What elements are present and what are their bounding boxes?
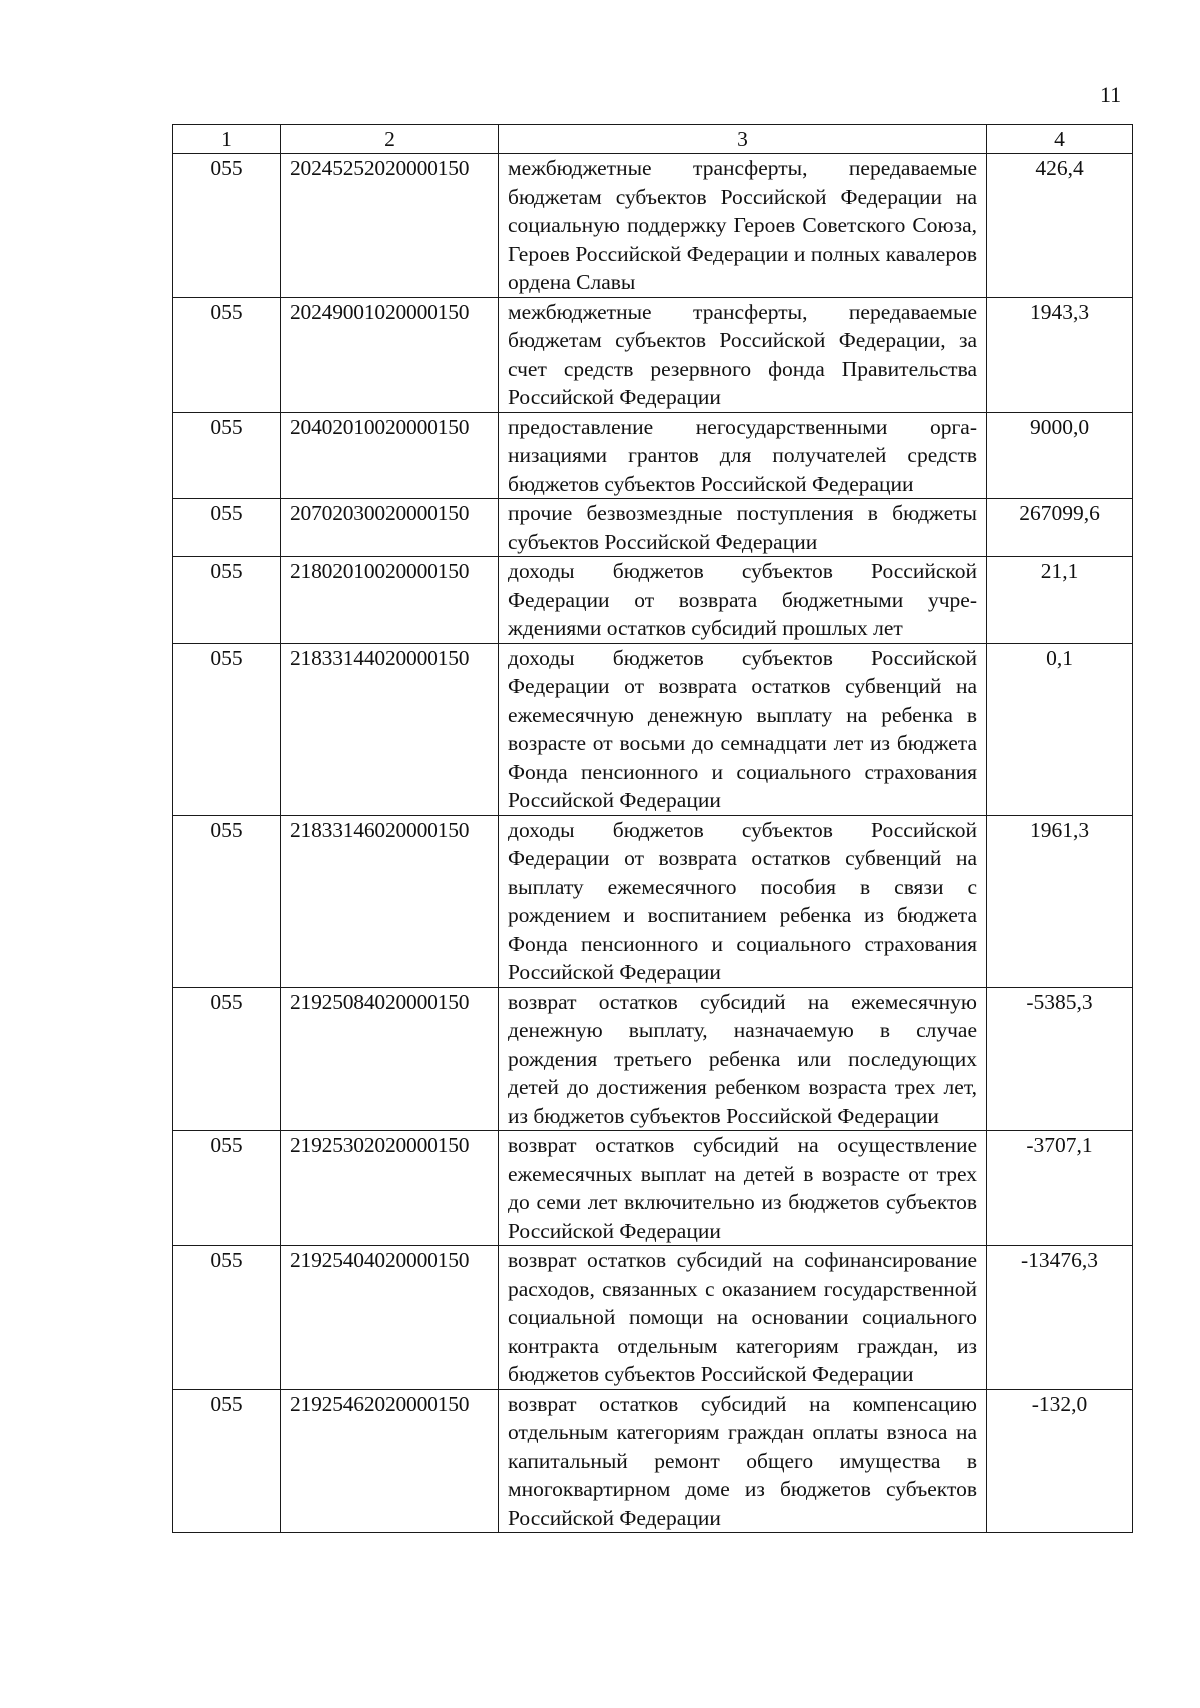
table-row xyxy=(173,297,1133,412)
column-header-2: 2 xyxy=(281,125,499,154)
revenue-name-cell: межбюджетные трансферты, передаваемые бюджетам субъектов Российской Федерации, за счет средств резервного фонда Правительства Российской Федерации xyxy=(499,297,987,412)
revenue-code-cell: 21833146020000150 xyxy=(281,815,499,987)
admin-code-cell: 055 xyxy=(173,154,281,298)
revenue-name-cell: возврат остатков субсидий на софинансирование расходов, связанных с оказанием государственной социальной помощи на основании социального контракта отдельным категориям граждан, из бюджетов субъектов Российской Федерации xyxy=(499,1246,987,1390)
table-row xyxy=(173,987,1133,1131)
revenue-code-cell: 21925302020000150 xyxy=(281,1131,499,1246)
amount-cell: -3707,1 xyxy=(987,1131,1133,1246)
revenue-name-cell: прочие безвозмездные поступления в бюджеты субъектов Российской Федерации xyxy=(499,499,987,557)
revenue-code-cell: 21925462020000150 xyxy=(281,1389,499,1533)
table-row xyxy=(173,412,1133,499)
amount-cell: 9000,0 xyxy=(987,412,1133,499)
admin-code-cell: 055 xyxy=(173,1131,281,1246)
table-row xyxy=(173,499,1133,557)
admin-code-cell: 055 xyxy=(173,643,281,815)
table-header xyxy=(173,125,1133,154)
amount-cell: 21,1 xyxy=(987,557,1133,644)
revenue-code-cell: 20245252020000150 xyxy=(281,154,499,298)
admin-code-cell: 055 xyxy=(173,557,281,644)
revenue-name-cell: доходы бюджетов субъектов Российской Федерации от возврата бюджетными учреждениями остатков субсидий прошлых лет xyxy=(499,557,987,644)
table-row xyxy=(173,643,1133,815)
header-row xyxy=(173,125,1133,154)
amount-cell: 1961,3 xyxy=(987,815,1133,987)
revenue-name-cell: доходы бюджетов субъектов Российской Федерации от возврата остатков субвенций на ежемесячную денежную выплату на ребенка в возрасте от восьми до семнадцати лет из бюджета Фонда пенсионного и социального страхования Российской Федерации xyxy=(499,643,987,815)
budget-revenue-table xyxy=(172,124,1133,1533)
admin-code-cell: 055 xyxy=(173,297,281,412)
table-row xyxy=(173,815,1133,987)
admin-code-cell: 055 xyxy=(173,1246,281,1390)
table-body xyxy=(173,154,1133,1533)
column-header-1: 1 xyxy=(173,125,281,154)
admin-code-cell: 055 xyxy=(173,815,281,987)
table-row xyxy=(173,1389,1133,1533)
amount-cell: 0,1 xyxy=(987,643,1133,815)
admin-code-cell: 055 xyxy=(173,499,281,557)
revenue-code-cell: 21925404020000150 xyxy=(281,1246,499,1390)
revenue-code-cell: 20402010020000150 xyxy=(281,412,499,499)
revenue-code-cell: 21802010020000150 xyxy=(281,557,499,644)
amount-cell: 1943,3 xyxy=(987,297,1133,412)
revenue-name-cell: межбюджетные трансферты, передаваемые бюджетам субъектов Российской Федерации на социальную поддержку Героев Советского Союза, Героев Российской Федерации и полных кавалеров ордена Славы xyxy=(499,154,987,298)
revenue-name-cell: возврат остатков субсидий на осуществление ежемесячных выплат на детей в возрасте от трех до семи лет включительно из бюджетов субъектов Российской Федерации xyxy=(499,1131,987,1246)
table-row xyxy=(173,154,1133,298)
revenue-code-cell: 20249001020000150 xyxy=(281,297,499,412)
revenue-code-cell: 21833144020000150 xyxy=(281,643,499,815)
revenue-code-cell: 20702030020000150 xyxy=(281,499,499,557)
column-header-3: 3 xyxy=(499,125,987,154)
revenue-name-cell: возврат остатков субсидий на компенсацию отдельным категориям граждан оплаты взноса на капитальный ремонт общего имущества в многоквартирном доме из бюджетов субъектов Российской Федерации xyxy=(499,1389,987,1533)
table-row xyxy=(173,1246,1133,1390)
revenue-code-cell: 21925084020000150 xyxy=(281,987,499,1131)
amount-cell: -5385,3 xyxy=(987,987,1133,1131)
admin-code-cell: 055 xyxy=(173,987,281,1131)
column-header-4: 4 xyxy=(987,125,1133,154)
amount-cell: -13476,3 xyxy=(987,1246,1133,1390)
amount-cell: -132,0 xyxy=(987,1389,1133,1533)
revenue-name-cell: возврат остатков субсидий на ежемесячную денежную выплату, назначаемую в случае рождения третьего ребенка или последующих детей до достижения ребенком возраста трех лет, из бюджетов субъектов Российской Федерации xyxy=(499,987,987,1131)
table-row xyxy=(173,557,1133,644)
revenue-name-cell: предоставление негосударственными организациями грантов для получателей средств бюджетов субъектов Российской Федерации xyxy=(499,412,987,499)
table-row xyxy=(173,1131,1133,1246)
page-number: 11 xyxy=(1100,82,1122,107)
admin-code-cell: 055 xyxy=(173,1389,281,1533)
amount-cell: 267099,6 xyxy=(987,499,1133,557)
amount-cell: 426,4 xyxy=(987,154,1133,298)
admin-code-cell: 055 xyxy=(173,412,281,499)
revenue-name-cell: доходы бюджетов субъектов Российской Федерации от возврата остатков субвенций на выплату ежемесячного пособия в связи с рождением и воспитанием ребенка из бюджета Фонда пенсионного и социального страхования Российской Федерации xyxy=(499,815,987,987)
